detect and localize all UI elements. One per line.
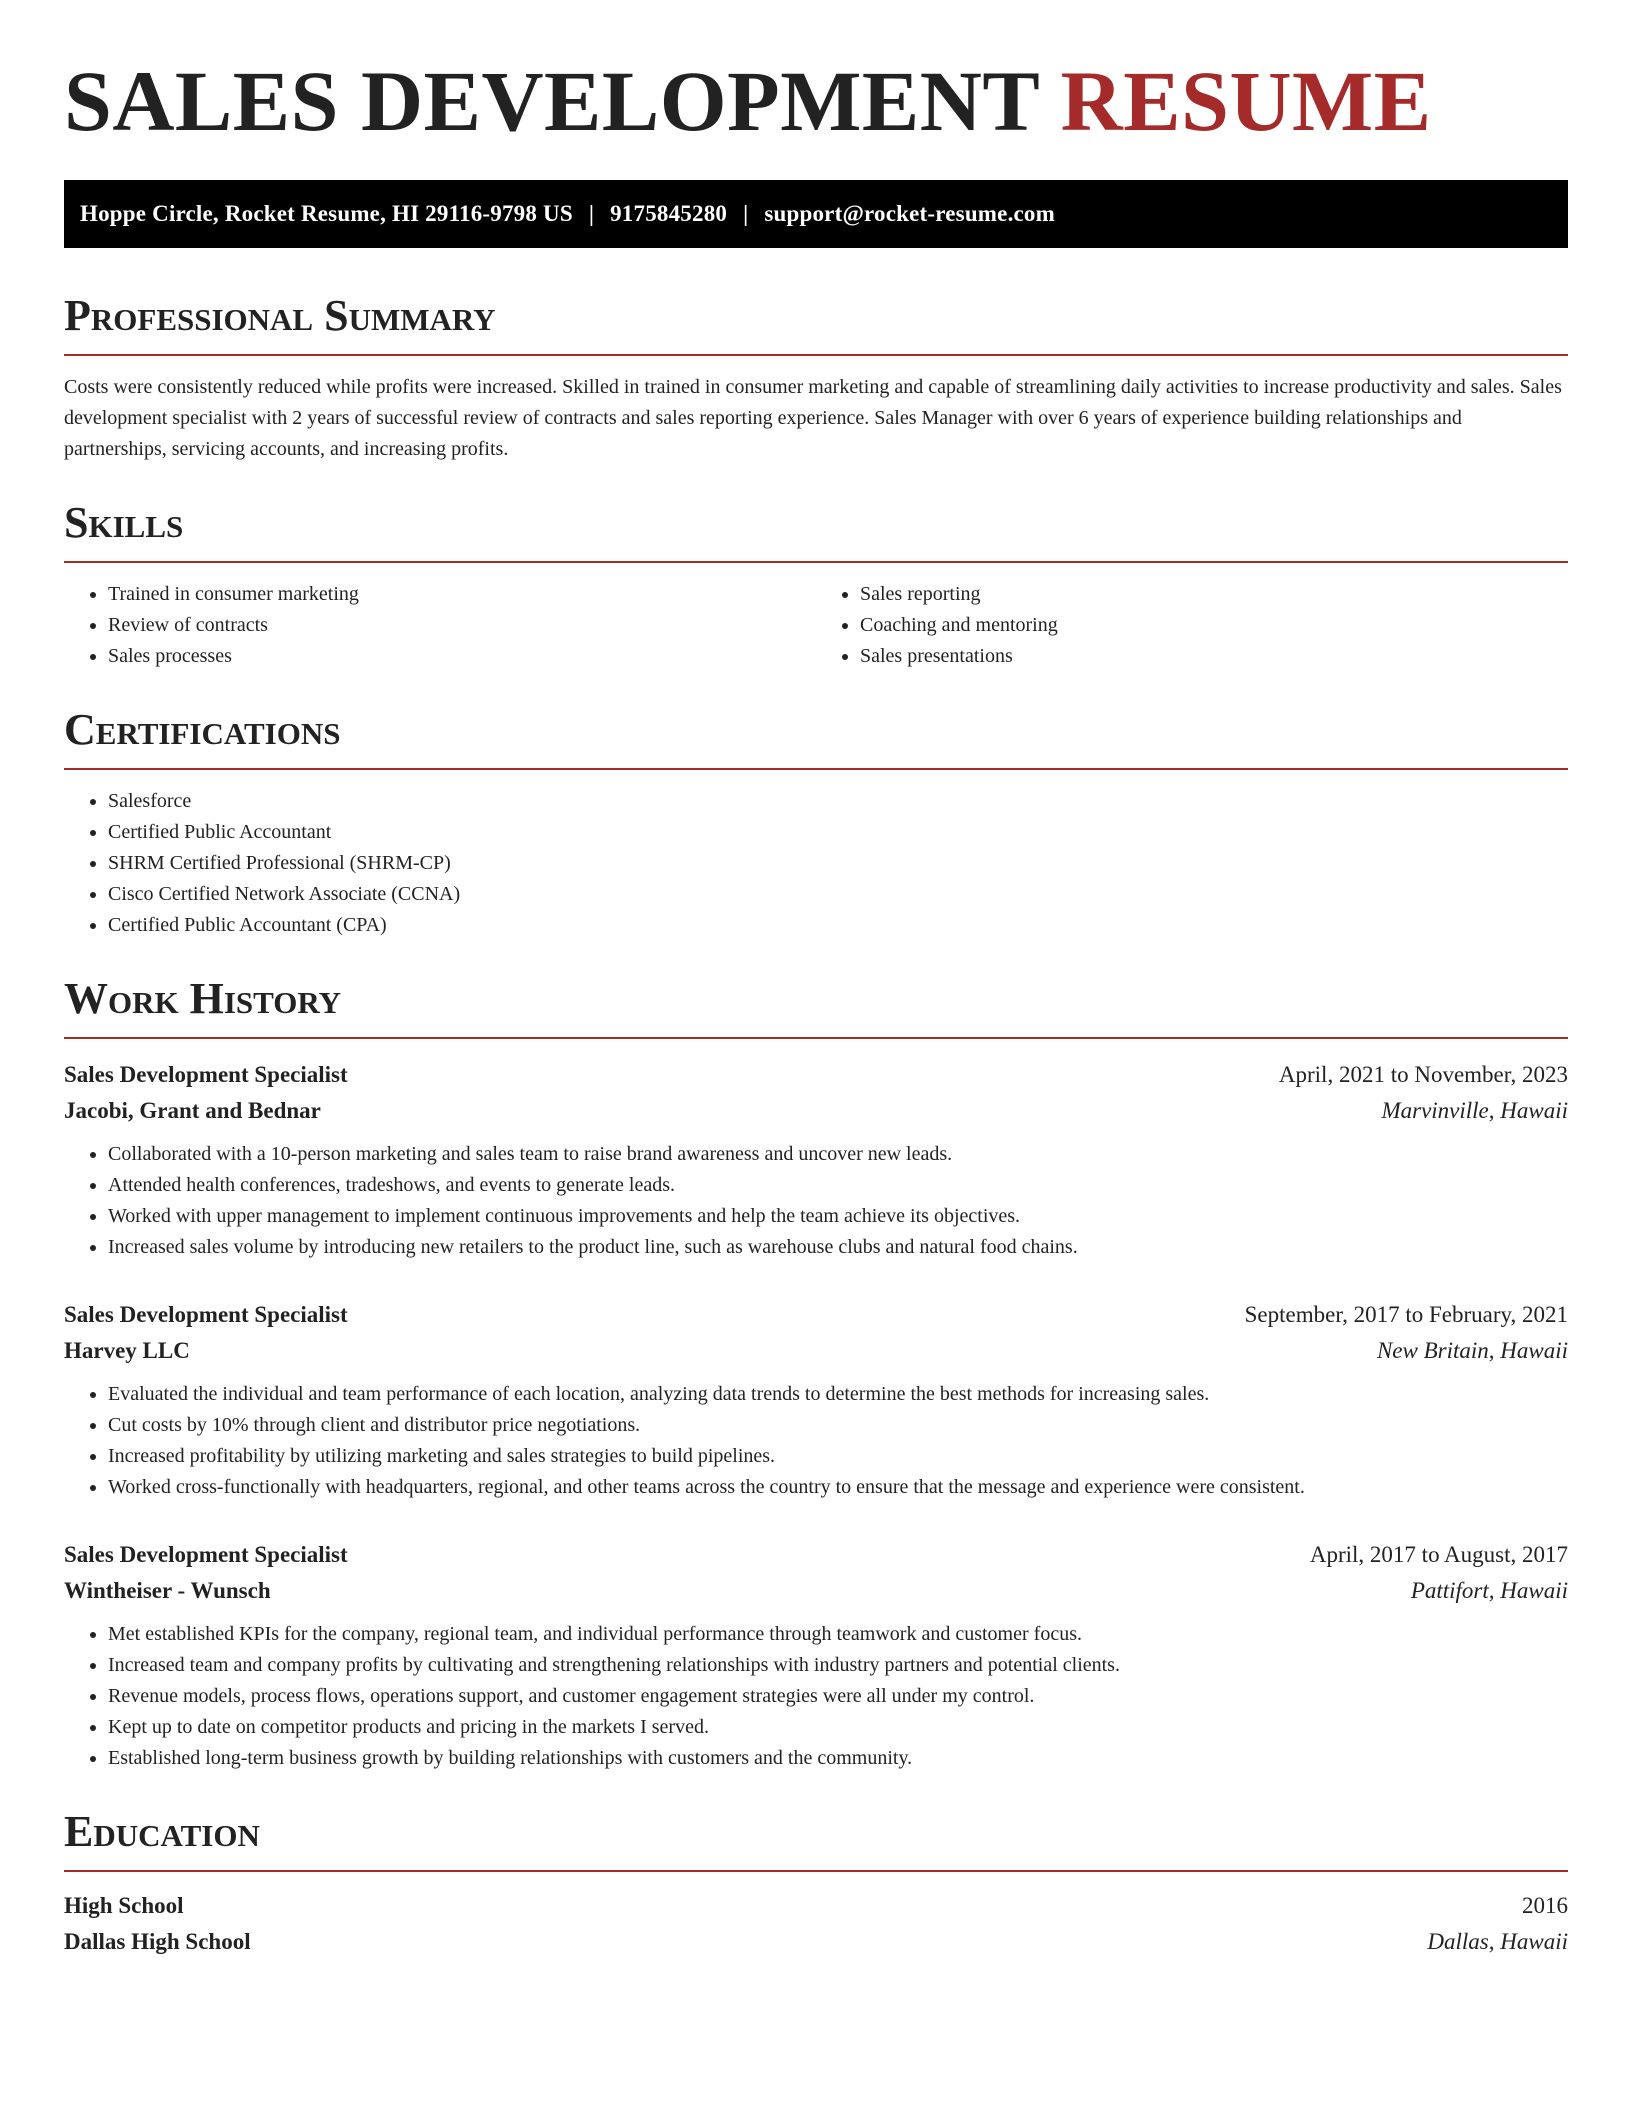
job-dates: April, 2017 to August, 2017 bbox=[1309, 1542, 1568, 1567]
certification-item: • Salesforce bbox=[108, 786, 1568, 817]
job-company: Jacobi, Grant and Bednar bbox=[64, 1098, 321, 1123]
section-heading: Skills bbox=[64, 501, 1568, 563]
education-header-row bbox=[64, 1888, 1568, 1924]
job-location: Pattifort, Hawaii bbox=[1410, 1578, 1568, 1603]
certification-item: • Certified Public Accountant (CPA) bbox=[108, 910, 1568, 941]
education-school: Dallas High School bbox=[64, 1929, 251, 1954]
education-year: 2016 bbox=[1522, 1893, 1568, 1918]
title-accent: RESUME bbox=[1060, 53, 1432, 149]
skill-item: • Sales processes bbox=[108, 641, 816, 672]
job-entry bbox=[64, 1057, 1568, 1263]
education-school-row bbox=[64, 1924, 1568, 1960]
job-title: Sales Development Specialist bbox=[64, 1542, 348, 1567]
contact-email: support@rocket-resume.com bbox=[764, 201, 1055, 226]
skill-item: • Sales presentations bbox=[860, 641, 1568, 672]
summary-text: Costs were consistently reduced while profits were increased. Skilled in trained in consumer marketing and capable of streamlining daily activities to increase productivity and sales. Sales development specialist with 2 years of successful review of contracts and sales reporting experience. Sales Manager with over 6 years of experience building relationships and partnerships, servicing accounts, and increasing profits. bbox=[64, 376, 1562, 460]
skills-list-right bbox=[816, 579, 1568, 672]
job-header-row bbox=[64, 1057, 1568, 1093]
job-bullet: • Evaluated the individual and team performance of each location, analyzing data trends to determine the best methods for increasing sales. bbox=[108, 1379, 1568, 1410]
skill-item: • Coaching and mentoring bbox=[860, 610, 1568, 641]
skill-item: • Trained in consumer marketing bbox=[108, 579, 816, 610]
certifications-list bbox=[64, 786, 1568, 941]
contact-separator: | bbox=[588, 201, 595, 226]
certifications-section bbox=[64, 705, 1568, 941]
job-bullet: • Attended health conferences, tradeshows, and events to generate leads. bbox=[108, 1170, 1568, 1201]
skills-list-left bbox=[64, 579, 816, 672]
job-company-row bbox=[64, 1573, 1568, 1609]
job-bullet: • Increased team and company profits by cultivating and strengthening relationships with industry partners and potential clients. bbox=[108, 1650, 1568, 1681]
job-company: Harvey LLC bbox=[64, 1338, 190, 1363]
job-bullets bbox=[64, 1619, 1568, 1774]
contact-separator: | bbox=[743, 201, 749, 226]
certification-item: • Cisco Certified Network Associate (CCNA) bbox=[108, 879, 1568, 910]
title-main: SALES DEVELOPMENT bbox=[64, 53, 1039, 149]
professional-summary-section bbox=[64, 291, 1568, 465]
contact-bar bbox=[64, 180, 1568, 248]
education-section bbox=[64, 1807, 1568, 1960]
job-title: Sales Development Specialist bbox=[64, 1062, 348, 1087]
job-bullet: • Worked with upper management to implement continuous improvements and help the team achieve its objectives. bbox=[108, 1201, 1568, 1232]
skill-item: • Sales reporting bbox=[860, 579, 1568, 610]
job-bullet: • Established long-term business growth by building relationships with customers and the community. bbox=[108, 1743, 1568, 1774]
skill-item: • Review of contracts bbox=[108, 610, 816, 641]
job-entry bbox=[64, 1537, 1568, 1774]
job-entry bbox=[64, 1297, 1568, 1503]
resume-page bbox=[64, 0, 1568, 1960]
job-dates: April, 2021 to November, 2023 bbox=[1278, 1062, 1568, 1087]
skills-grid bbox=[64, 579, 1568, 672]
contact-phone: 9175845280 bbox=[610, 201, 728, 226]
job-bullets bbox=[64, 1139, 1568, 1263]
work-history-section bbox=[64, 974, 1568, 1774]
job-bullet: • Kept up to date on competitor products and pricing in the markets I served. bbox=[108, 1712, 1568, 1743]
education-entry bbox=[64, 1888, 1568, 1960]
section-heading: Work History bbox=[64, 977, 1568, 1039]
skills-section bbox=[64, 498, 1568, 672]
certification-item: • SHRM Certified Professional (SHRM-CP) bbox=[108, 848, 1568, 879]
education-degree: High School bbox=[64, 1893, 184, 1918]
job-bullet: • Met established KPIs for the company, regional team, and individual performance through teamwork and customer focus. bbox=[108, 1619, 1568, 1650]
job-header-row bbox=[64, 1537, 1568, 1573]
job-dates: September, 2017 to February, 2021 bbox=[1244, 1302, 1568, 1327]
job-bullet: • Collaborated with a 10-person marketing and sales team to raise brand awareness and uncover new leads. bbox=[108, 1139, 1568, 1170]
education-location: Dallas, Hawaii bbox=[1427, 1929, 1568, 1954]
section-heading: Certifications bbox=[64, 708, 1568, 770]
job-company-row bbox=[64, 1333, 1568, 1369]
job-title: Sales Development Specialist bbox=[64, 1302, 348, 1327]
job-bullet: • Cut costs by 10% through client and distributor price negotiations. bbox=[108, 1410, 1568, 1441]
job-company-row bbox=[64, 1093, 1568, 1129]
job-company: Wintheiser - Wunsch bbox=[64, 1578, 271, 1603]
job-location: Marvinville, Hawaii bbox=[1381, 1098, 1568, 1123]
job-bullet: • Increased profitability by utilizing marketing and sales strategies to build pipelines. bbox=[108, 1441, 1568, 1472]
job-bullets bbox=[64, 1379, 1568, 1503]
section-heading: Education bbox=[64, 1810, 1568, 1872]
job-bullet: • Revenue models, process flows, operations support, and customer engagement strategies were all under my control. bbox=[108, 1681, 1568, 1712]
job-location: New Britain, Hawaii bbox=[1376, 1338, 1568, 1363]
certification-item: • Certified Public Accountant bbox=[108, 817, 1568, 848]
resume-title bbox=[64, 53, 1568, 149]
section-heading: Professional Summary bbox=[64, 294, 1568, 356]
job-bullet: • Increased sales volume by introducing new retailers to the product line, such as warehouse clubs and natural food chains. bbox=[108, 1232, 1568, 1263]
job-header-row bbox=[64, 1297, 1568, 1333]
contact-address: Hoppe Circle, Rocket Resume, HI 29116-9798 US bbox=[80, 201, 573, 226]
job-bullet: • Worked cross-functionally with headquarters, regional, and other teams across the country to ensure that the message and experience were consistent. bbox=[108, 1472, 1568, 1503]
